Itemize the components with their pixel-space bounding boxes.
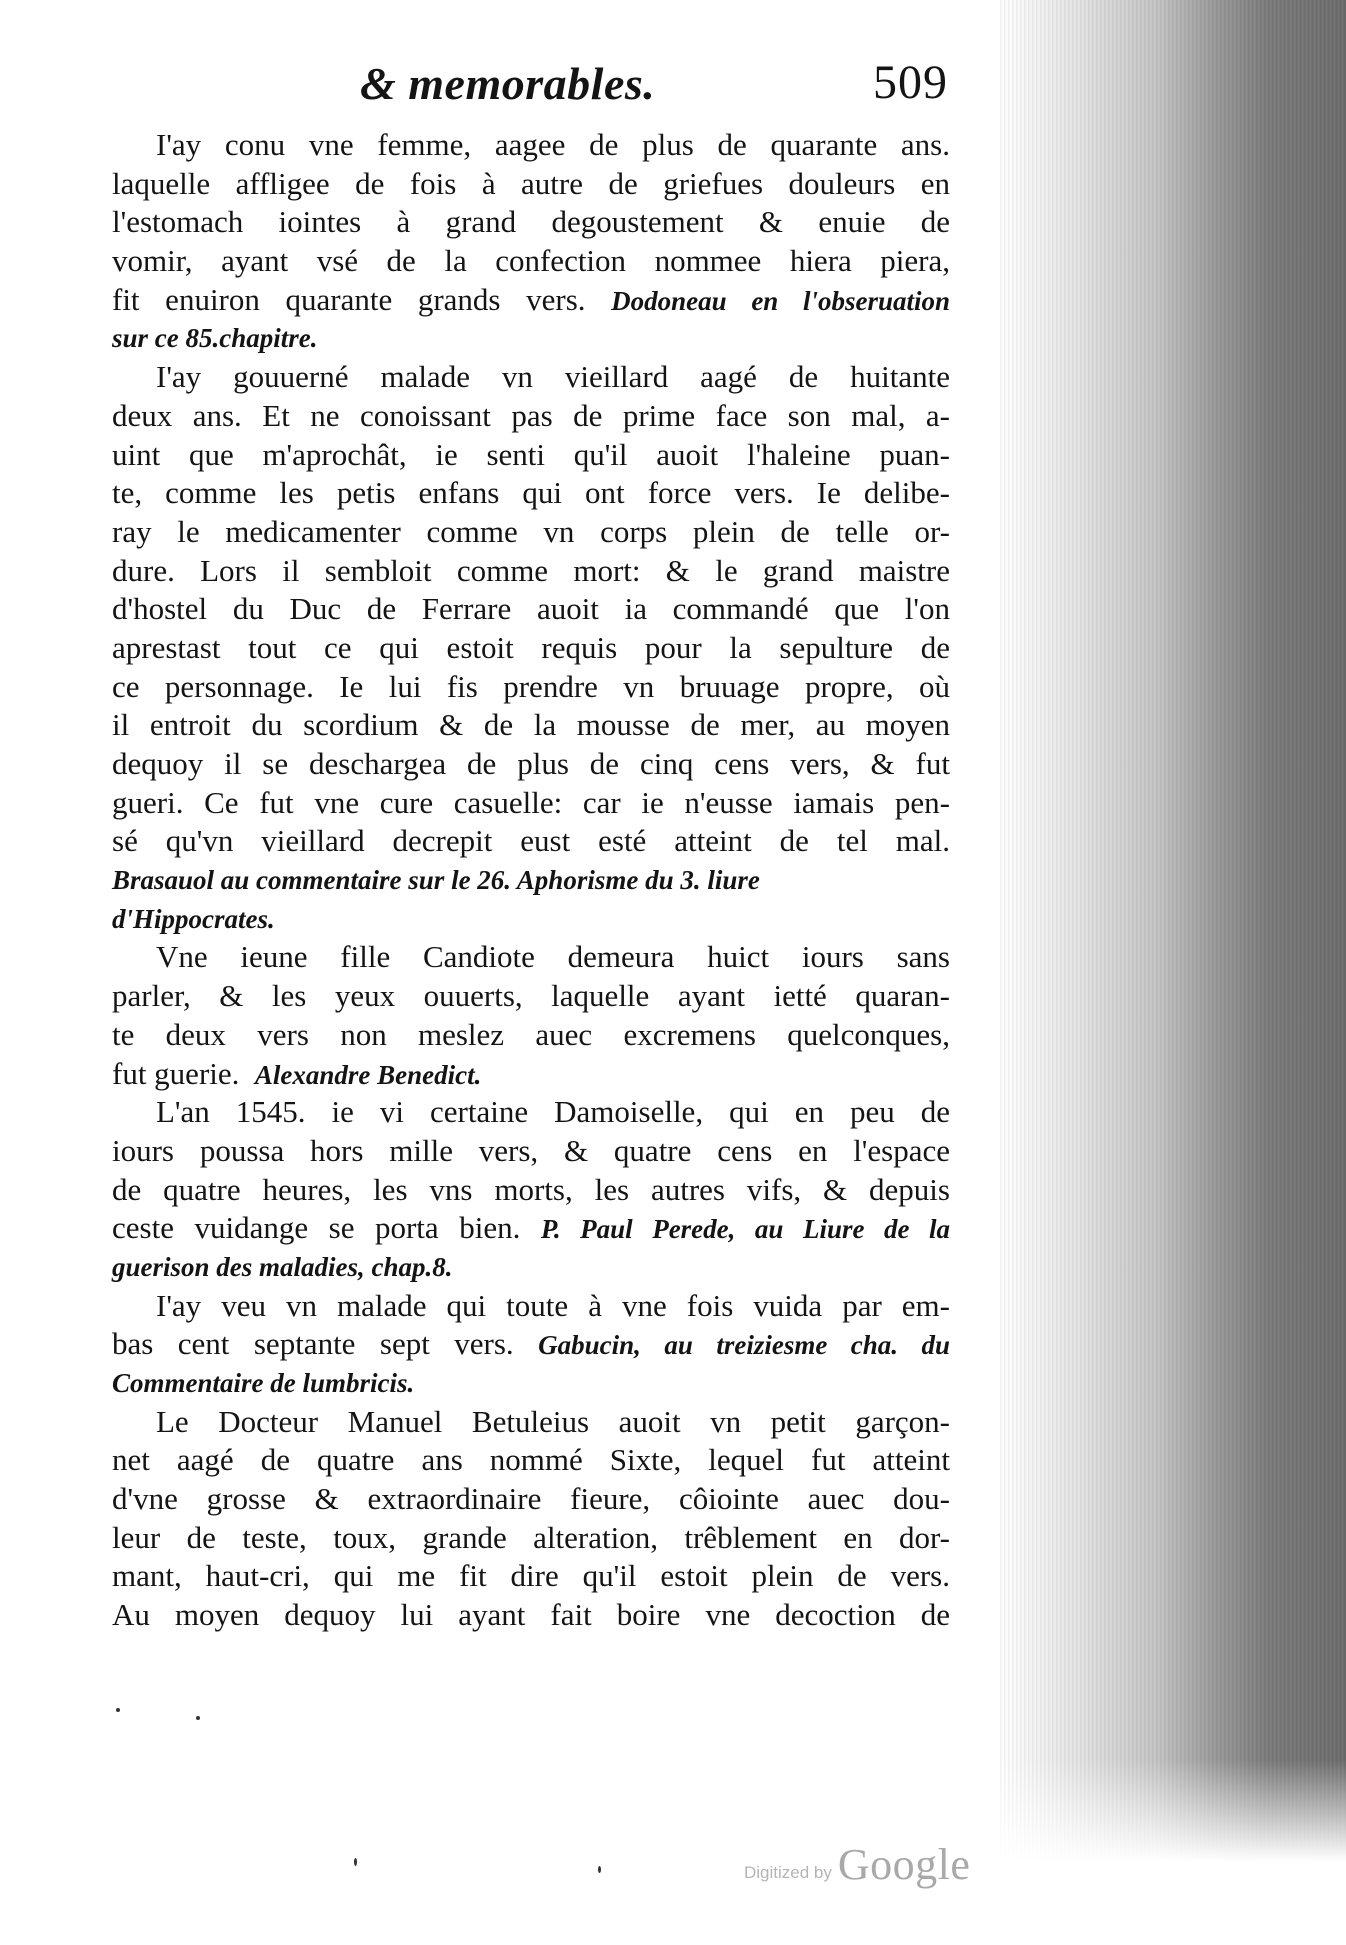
text-fragment: bas cent septante sept vers. bbox=[112, 1326, 514, 1362]
text-line: dure. Lors il sembloit comme mort: & le grand maistre bbox=[112, 552, 950, 588]
text-line: de quatre heures, les vns morts, les autres vifs, & depuis bbox=[112, 1171, 950, 1207]
text-line: aprestast tout ce qui estoit requis pour la sepulture de bbox=[112, 629, 950, 665]
text-line: L'an 1545. ie vi certaine Damoiselle, qui en peu de bbox=[156, 1094, 950, 1130]
text-line: gueri. Ce fut vne cure casuelle: car ie n'eusse iamais pen- bbox=[112, 784, 950, 820]
digitized-by-label: Digitized by bbox=[744, 1863, 832, 1882]
paragraph bbox=[112, 358, 950, 938]
text-line: d'hostel du Duc de Ferrare auoit ia commandé que l'on bbox=[112, 591, 950, 627]
text-line: te deux vers non meslez auec excremens quelconques, bbox=[112, 1016, 950, 1052]
citation-line: guerison des maladies, chap.8. bbox=[112, 1251, 453, 1282]
google-logo: Google bbox=[837, 1840, 971, 1889]
text-fragment: fut guerie. bbox=[112, 1055, 240, 1091]
text-line: Le Docteur Manuel Betuleius auoit vn petit garçon- bbox=[156, 1403, 950, 1439]
text-line: d'vne grosse & extraordinaire fieure, côiointe auec dou- bbox=[112, 1481, 950, 1517]
scan-speck bbox=[196, 1716, 200, 1720]
citation-line: d'Hippocrates. bbox=[112, 903, 275, 934]
citation: P. Paul Perede, au Liure de la bbox=[540, 1214, 951, 1245]
citation-line: Commentaire de lumbricis. bbox=[112, 1368, 415, 1398]
page-header bbox=[360, 55, 960, 125]
paragraph bbox=[112, 1287, 950, 1403]
text-line: I'ay veu vn malade qui toute à vne fois vuida par em- bbox=[156, 1287, 950, 1323]
text-line: te, comme les petis enfans qui ont force vers. Ie delibe- bbox=[112, 475, 950, 511]
text-fragment: fit enuiron quarante grands vers. bbox=[112, 281, 586, 317]
text-line-with-citation bbox=[112, 1055, 950, 1094]
text-line: net aagé de quatre ans nommé Sixte, lequel fut atteint bbox=[112, 1442, 950, 1478]
citation-line: sur ce 85.chapitre. bbox=[112, 323, 318, 354]
body-text bbox=[112, 126, 950, 1635]
scan-speck bbox=[116, 1708, 120, 1712]
text-line: il entroit du scordium & de la mousse de mer, au moyen bbox=[112, 707, 950, 743]
text-line: parler, & les yeux ouuerts, laquelle ayant ietté quaran- bbox=[112, 978, 950, 1014]
citation: Dodoneau en l'obseruation bbox=[611, 285, 950, 316]
paragraph bbox=[112, 1403, 950, 1635]
citation-line: Brasauol au commentaire sur le 26. Aphorisme du 3. liure bbox=[112, 865, 760, 896]
text-line: I'ay gouuerné malade vn vieillard aagé de huitante bbox=[156, 359, 950, 395]
text-line: iours poussa hors mille vers, & quatre cens en l'espace bbox=[112, 1132, 950, 1168]
text-line: uint que m'aprochât, ie senti qu'il auoit l'haleine puan- bbox=[112, 436, 950, 472]
text-line: sé qu'vn vieillard decrepit eust esté atteint de tel mal. bbox=[112, 823, 950, 859]
text-line: dequoy il se deschargea de plus de cinq cens vers, & fut bbox=[112, 746, 950, 781]
page-number: 509 bbox=[873, 56, 948, 109]
scan-speck bbox=[598, 1866, 601, 1873]
paragraph bbox=[112, 1093, 950, 1286]
citation: Alexandre Benedict. bbox=[254, 1059, 482, 1090]
text-line-with-citation bbox=[112, 281, 950, 320]
text-line: deux ans. Et ne conoissant pas de prime face son mal, a- bbox=[112, 397, 950, 433]
citation: Gabucin, au treiziesme cha. du bbox=[538, 1330, 951, 1361]
digitized-by-watermark bbox=[744, 1840, 970, 1890]
text-line: l'estomach iointes à grand degoustement & enuie de bbox=[112, 204, 950, 240]
paragraph bbox=[112, 126, 950, 358]
text-fragment: ceste vuidange se porta bien. bbox=[112, 1210, 521, 1246]
text-line: ray le medicamenter comme vn corps plein de telle or- bbox=[112, 513, 950, 549]
text-line-with-citation bbox=[112, 1325, 950, 1364]
scan-speck bbox=[354, 1858, 357, 1866]
text-line: laquelle affligee de fois à autre de griefues douleurs en bbox=[112, 165, 950, 201]
book-fore-edge bbox=[1000, 0, 1346, 1945]
text-line: ce personnage. Ie lui fis prendre vn bruuage propre, où bbox=[112, 668, 950, 704]
text-line-with-citation bbox=[112, 1209, 950, 1248]
text-line: I'ay conu vne femme, aagee de plus de quarante ans. bbox=[156, 127, 950, 162]
paragraph bbox=[112, 938, 950, 1093]
text-line: Vne ieune fille Candiote demeura huict iours sans bbox=[156, 939, 950, 975]
text-line: Au moyen dequoy lui ayant fait boire vne decoction de bbox=[112, 1597, 950, 1633]
text-line: mant, haut-cri, qui me fit dire qu'il estoit plein de vers. bbox=[112, 1558, 950, 1594]
text-line: leur de teste, toux, grande alteration, trêblement en dor- bbox=[112, 1519, 950, 1555]
running-title: & memorables. bbox=[360, 58, 656, 109]
text-line: vomir, ayant vsé de la confection nommee hiera piera, bbox=[112, 243, 950, 279]
fore-edge-fade bbox=[1000, 1760, 1346, 1945]
